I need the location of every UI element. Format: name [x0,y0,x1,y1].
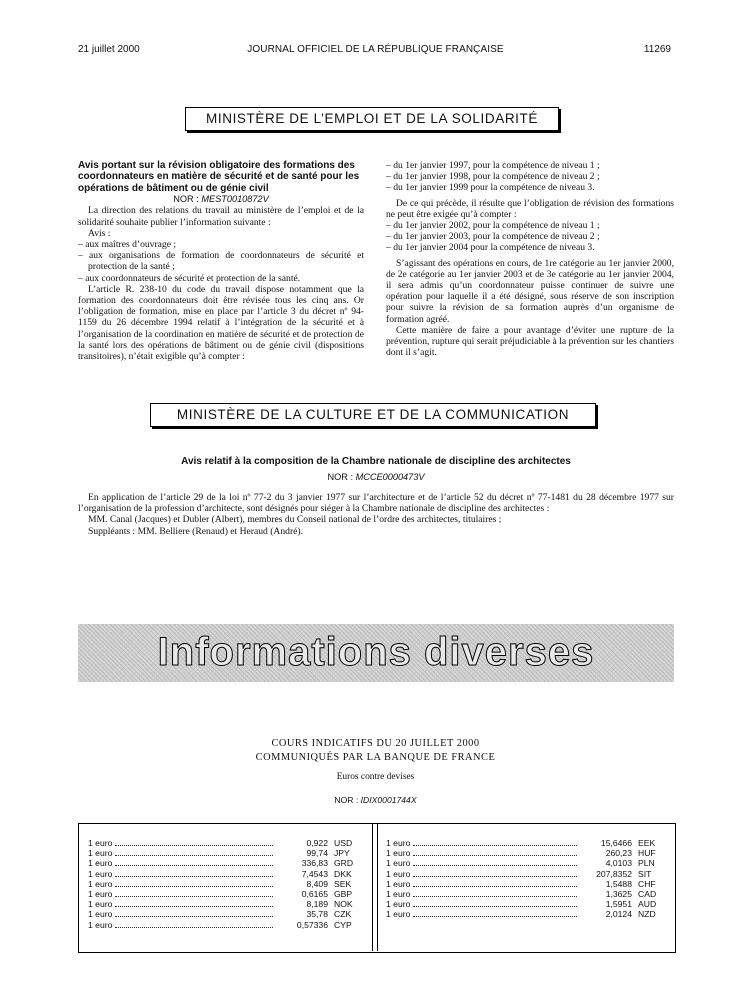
rate-currency: JPY [334,848,350,859]
section-title: Informations diverses [157,630,595,674]
avis1-date-item-0: – du 1er janvier 1997, pour la compétence de niveau 1 ; [386,160,600,171]
rate-value: 15,6466 [600,838,632,848]
rate-row [88,909,362,919]
rate-currency: CYP [334,919,352,930]
rate-label: 1 euro [88,899,113,910]
rate-currency: SIT [638,868,652,879]
avis1-consequence-paragraph: De ce qui précède, il résulte que l’obligation de révision des formations ne peut être exigée qu’à compter : [386,197,674,220]
avis1-date-item-2: – du 1er janvier 1999 pour la compétence de niveau 3. [386,182,595,194]
rate-row [88,838,362,848]
rate-currency: USD [334,838,353,848]
avis2-nor-label: NOR : [327,472,353,482]
header-journal-title: JOURNAL OFFICIEL DE LA RÉPUBLIQUE FRANÇAISE [247,44,504,55]
rate-row [386,869,666,879]
avis1-item-1: – aux organisations de formation de coordonnateurs de sécurité et protection de la santé ; [78,250,364,273]
rate-currency: CAD [638,889,657,900]
rate-label: 1 euro [88,858,113,869]
rate-label: 1 euro [386,909,411,920]
rate-row [88,879,362,889]
rate-row [88,869,362,879]
rate-value: 4,0103 [605,858,632,869]
rates-table-divider [372,823,378,951]
rate-label: 1 euro [88,889,113,900]
rate-row [386,899,666,909]
cours-title-line1: COURS INDICATIFS DU 20 JUILLET 2000 [271,738,480,749]
rate-currency: HUF [638,848,656,859]
avis1-article-paragraph: L’article R. 238-10 du code du travail dispose notamment que la formation des coordonnateurs doit être révisée tous les cinq ans. Or l’obligation de formation, mise en place par l’article 3 du décret nº 94-1159 du 26 décembre 1994 relatif à l’intégration de la sécurité et à l’organisation de la coordination en matière de sécurité et de protection de la santé lors des opérations de bâtiment ou de génie civil (dispositions transitoires), n’était exigible qu’à compter : [78,283,364,363]
rate-value: 8,189 [306,899,328,910]
avis1-nor [78,194,364,205]
avis1-nor-label: NOR : [173,194,199,205]
avis1-item-0: – aux maîtres d’ouvrage ; [78,239,177,251]
rate-value: 1,3625 [605,889,632,900]
rate-label: 1 euro [88,909,113,920]
ministry-emploi-banner [185,107,559,131]
rate-value: 7,4543 [301,868,328,879]
rate-currency: CZK [334,909,352,920]
rate-row [88,899,362,909]
rate-row [386,879,666,889]
rate-value: 1,5488 [605,878,632,889]
rate-value: 2,0124 [605,909,632,920]
rate-label: 1 euro [88,848,113,859]
avis2-nor-code: MCCE0000473V [355,472,425,482]
rate-label: 1 euro [386,838,411,848]
avis1-right-column [386,160,674,358]
rate-value: 0,922 [306,838,328,848]
rate-row [386,848,666,858]
rate-value: 99,74 [306,848,328,859]
avis1-avis-label: Avis : [88,227,111,239]
rate-label: 1 euro [88,919,113,930]
rate-label: 1 euro [386,848,411,859]
rate-currency: NZD [638,909,656,920]
rate-row [386,858,666,868]
rate-label: 1 euro [88,838,113,848]
rate-currency: EEK [638,838,656,848]
header-page-number: 11269 [643,44,671,55]
header-date: 21 juillet 2000 [78,44,140,55]
avis2-titulaires: MM. Canal (Jacques) et Dubler (Albert), membres du Conseil national de l’ordre des architectes, titulaires ; [88,514,502,526]
rate-value: 1,5951 [605,899,632,910]
cours-title-line2: COMMUNIQUÉS PAR LA BANQUE DE FRANCE [255,752,496,763]
rate-label: 1 euro [386,868,411,879]
rate-currency: SEK [334,878,352,889]
rate-currency: PLN [638,858,655,869]
avis1-date-item-5: – du 1er janvier 2004 pour la compétence de niveau 3. [386,242,595,254]
rate-currency: AUD [638,899,657,910]
rate-value: 336,83 [301,858,328,869]
rate-value: 0,6165 [301,889,328,900]
rate-currency: GRD [334,858,354,869]
ministry-emploi-name: MINISTÈRE DE L’EMPLOI ET DE LA SOLIDARITÉ [206,111,538,126]
rates-left-list [88,838,362,930]
rate-currency: DKK [334,868,352,879]
rate-currency: GBP [334,889,353,900]
rate-currency: CHF [638,878,656,889]
rate-row [386,909,666,919]
rate-row [88,858,362,868]
rate-value: 8,409 [306,878,328,889]
rate-value: 35,78 [306,909,328,920]
rate-row [386,889,666,899]
rates-right-list [386,838,666,920]
rate-row [88,848,362,858]
cours-nor [0,795,751,805]
avis1-date-item-1: – du 1er janvier 1998, pour la compétence de niveau 2 ; [386,171,600,183]
rate-value: 260,23 [605,848,632,859]
avis1-closing-paragraph: Cette manière de faire a pour avantage d’éviter une rupture de la prévention, rupture qui serait préjudiciable à la prévention sur les chantiers dont il s’agit. [386,324,674,359]
rate-row [88,920,362,930]
avis2-title: Avis relatif à la composition de la Chambre nationale de discipline des architectes [181,456,571,467]
rate-value: 0,57336 [296,919,328,930]
avis1-left-column [78,160,364,362]
cours-nor-label: NOR : [334,795,359,805]
ministry-culture-name: MINISTÈRE DE LA CULTURE ET DE LA COMMUNICATION [176,407,570,422]
rate-row [386,838,666,848]
cours-nor-code: IDIX0001744X [360,795,417,805]
rate-label: 1 euro [88,878,113,889]
cours-subtitle: Euros contre devises [336,772,415,782]
rate-label: 1 euro [386,899,411,910]
rate-label: 1 euro [88,868,113,879]
rate-row [88,889,362,899]
rate-label: 1 euro [386,878,411,889]
avis2-application-paragraph: En application de l’article 29 de la loi nº 77-2 du 3 janvier 1977 sur l’architecture et de l’article 52 du décret nº 77-1481 du 28 décembre 1977 sur l’organisation de la profession d’architecte, sont désignés pour siéger à la Chambre nationale de discipline des architectes : [78,492,674,515]
rate-label: 1 euro [386,858,411,869]
avis1-date-item-4: – du 1er janvier 2003, pour la compétence de niveau 2 ; [386,231,600,243]
avis1-intro: La direction des relations du travail au ministère de l’emploi et de la solidarité souhaite publier l’information suivante : [78,205,364,228]
avis2-nor [78,472,674,482]
avis2-body [78,492,674,537]
ministry-culture-banner [150,403,596,427]
avis1-operations-paragraph: S’agissant des opérations en cours, de 1re catégorie au 1er janvier 2000, de 2e catégorie au 1er janvier 2003 et de 3e catégorie au 1er janvier 2004, il sera admis qu’un coordonnateur puisse continuer de suivre une opération pour laquelle il a été désigné, sous réserve de son inscription pour suivre la révision de sa formation auprès d’un organisme de formation agréé. [386,257,674,325]
rate-value: 207,8352 [596,868,632,879]
avis1-item-2: – aux coordonnateurs de sécurité et protection de la santé. [78,272,301,284]
avis1-title: Avis portant sur la révision obligatoire des formations des coordonnateurs en matière de sécurité et de santé pour les opérations de bâtiment ou de génie civil [78,160,360,194]
avis1-nor-code: MEST0010872V [201,194,269,205]
rate-label: 1 euro [386,889,411,900]
avis1-date-item-3: – du 1er janvier 2002, pour la compétence de niveau 1 ; [386,220,600,232]
rate-currency: NOK [334,899,353,910]
avis2-suppleants: Suppléants : MM. Belliere (Renaud) et Heraud (André). [88,525,303,537]
